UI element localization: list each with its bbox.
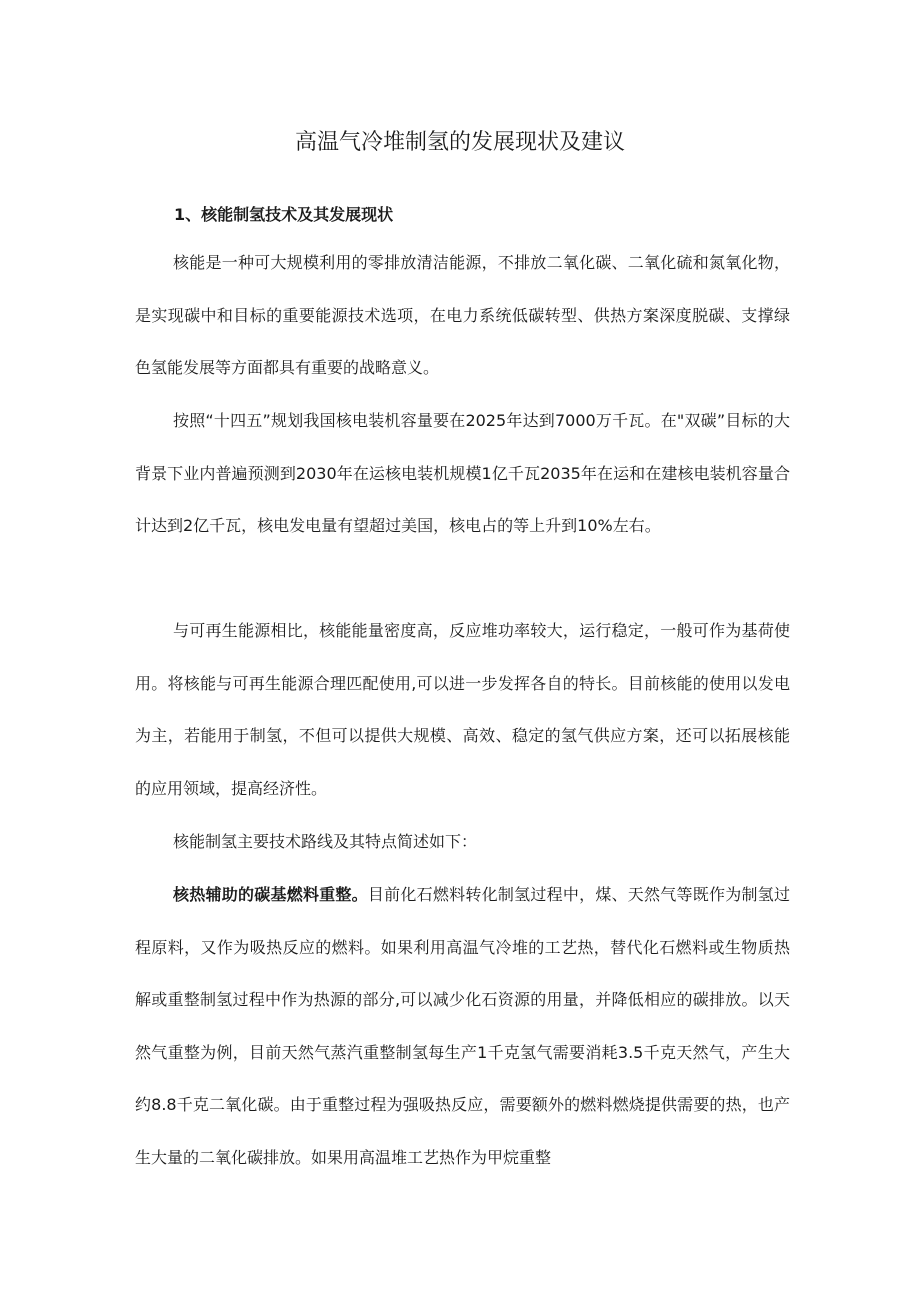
section-heading: 1、核能制氢技术及其发展现状: [174, 205, 394, 224]
paragraph-body: 目前化石燃料转化制氢过程中，煤、天然气等既作为制氢过程原料，又作为吸热反应的燃料。如果利用高温气冷堆的工艺热，替代化石燃料或生物质热解或重整制氢过程中作为热源的部分,可以减少化石资源的用量，并降低相应的碳排放。以天然气重整为例，目前天然气蒸汽重整制氢每生产1千克氢气需要消耗3.5千克天然气，产生大约8.8千克二氧化碳。由于重整过程为强吸热反应，需要额外的燃料燃烧提供需要的热，也产生大量的二氧化碳排放。如果用高温堆工艺热作为甲烷重整: [135, 885, 790, 1167]
paragraph-routes-intro: 核能制氢主要技术路线及其特点简述如下：: [173, 832, 478, 851]
paragraph-renewable-comparison: 与可再生能源相比，核能能量密度高，反应堆功率较大，运行稳定，一般可作为基荷使用。将核能与可再生能源合理匹配使用,可以进一步发挥各自的特长。目前核能的使用以发电为主，若能用于制氢，不但可以提供大规模、高效、稳定的氢气供应方案，还可以拓展核能的应用领域，提高经济性。: [135, 621, 790, 798]
paragraph-carbon-reforming: [135, 869, 790, 1184]
paragraph-capacity-plan: 按照“十四五”规划我国核电装机容量要在2025年达到7000万千瓦。在"双碳”目标的大背景下业内普遍预测到2030年在运核电装机规模1亿千瓦2035年在运和在建核电装机容量合计达到2亿千瓦，核电发电量有望超过美国，核电占的等上升到10%左右。: [135, 411, 790, 535]
paragraph-nuclear-energy-intro: 核能是一种可大规模利用的零排放清洁能源，不排放二氧化碳、二氧化硫和氮氧化物，是实现碳中和目标的重要能源技术选项，在电力系统低碳转型、供热方案深度脱碳、支撑绿色氢能发展等方面都具有重要的战略意义。: [135, 253, 790, 377]
paragraph-lead-bold: 核热辅助的碳基燃料重整。: [173, 885, 368, 904]
document-title: 高温气冷堆制氢的发展现状及建议: [294, 130, 625, 155]
